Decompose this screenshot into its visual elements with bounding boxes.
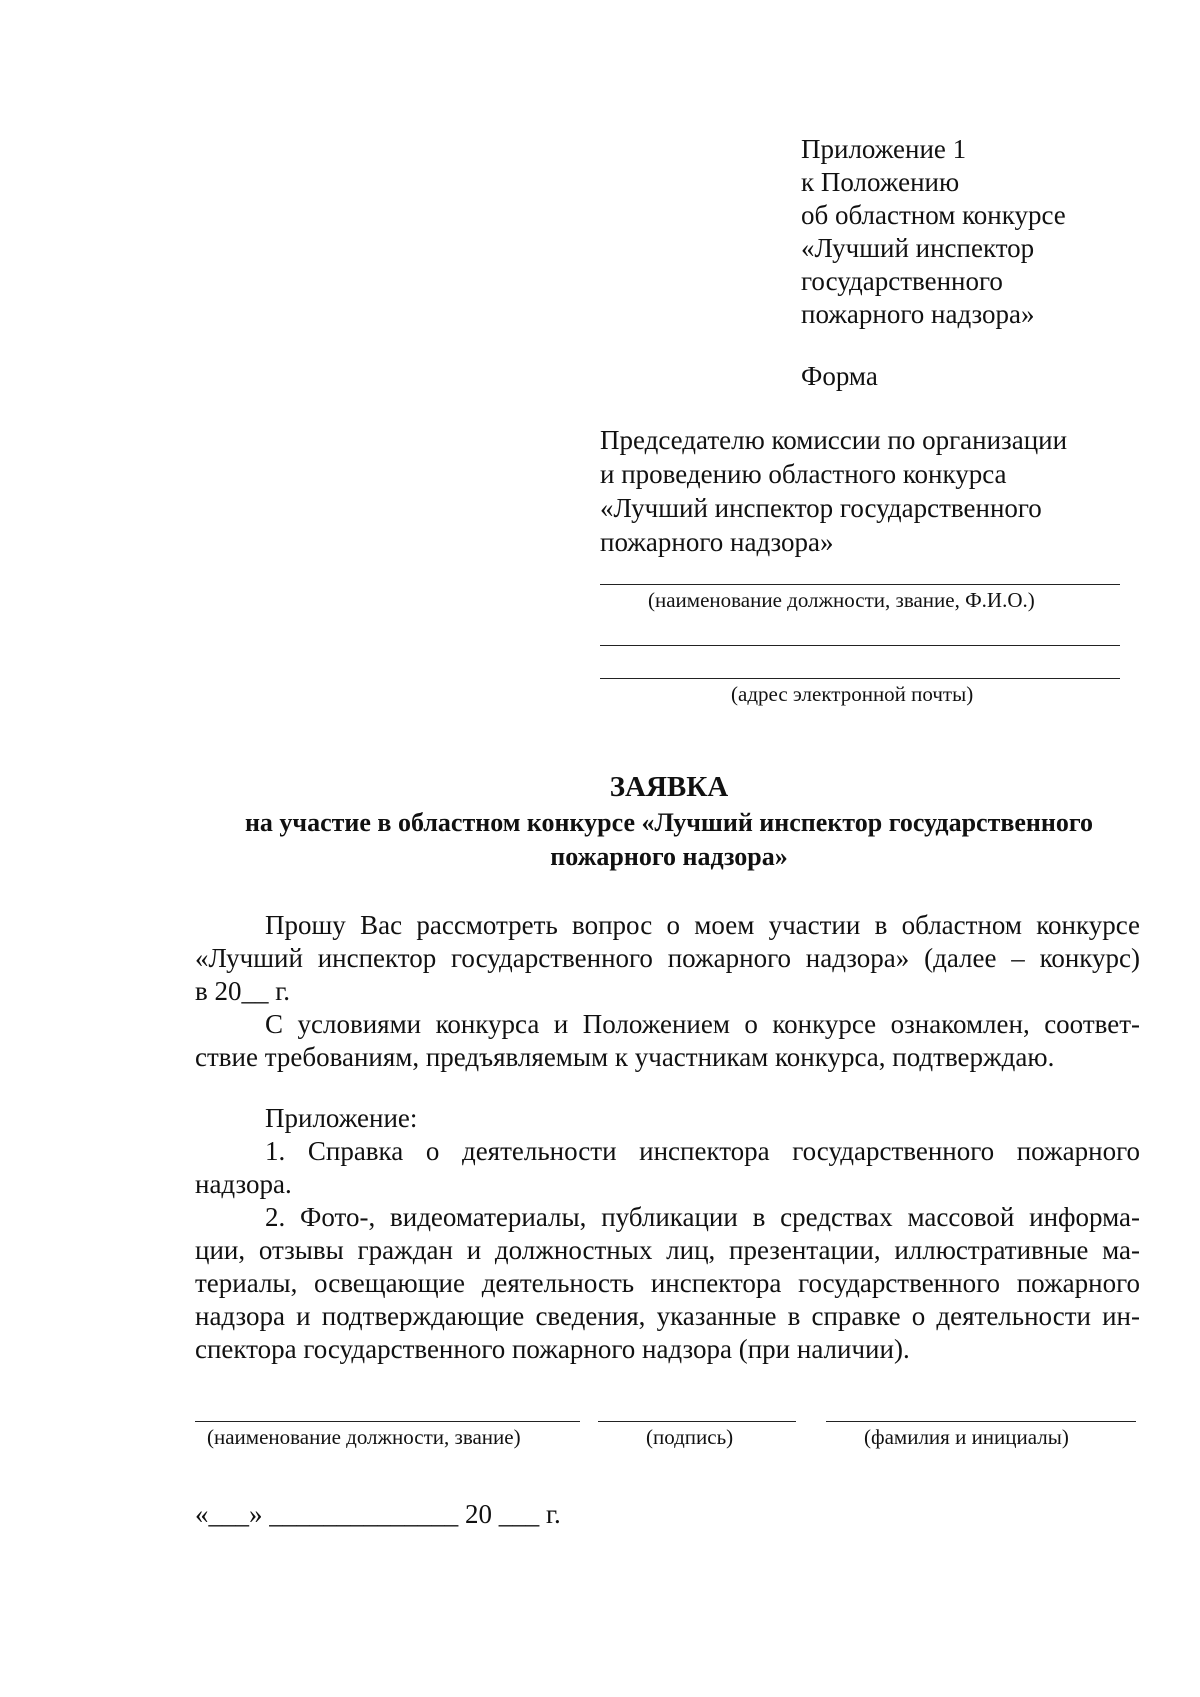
addressee-line: «Лучший инспектор государственного — [600, 493, 1042, 523]
form-label: Форма — [801, 361, 878, 391]
addressee-block — [600, 423, 1067, 559]
attachment-item: надзора и подтверждающие сведения, указанные в справке о деятельности ин- — [195, 1301, 1140, 1331]
caption-email: (адрес электронной почты) — [731, 682, 974, 706]
attachment-item: 2. Фото-, видеоматериалы, публикации в средствах массовой информа- — [265, 1202, 1140, 1232]
caption-signature: (подпись) — [646, 1425, 734, 1449]
document-title: ЗАЯВКА — [609, 771, 729, 803]
appendix-reference — [801, 133, 1066, 331]
attachment-item: териалы, освещающие деятельность инспектора государственного пожарного — [195, 1268, 1140, 1298]
attachment-item: спектора государственного пожарного надзора (при наличии). — [195, 1334, 910, 1364]
caption-position-rank-name: (наименование должности, звание, Ф.И.О.) — [648, 588, 1035, 612]
attachment-item: надзора. — [195, 1169, 292, 1199]
body-line: ствие требованиям, предъявляемым к участникам конкурса, подтверждаю. — [195, 1042, 1055, 1072]
caption-signer-position: (наименование должности, звание) — [207, 1425, 521, 1449]
appendix-line: «Лучший инспектор — [801, 233, 1035, 263]
blank-line-email — [600, 678, 1120, 679]
blank-line-position — [600, 584, 1120, 585]
date-line: «___» ______________ 20 ___ г. — [195, 1499, 561, 1529]
blank-line-signature — [598, 1421, 796, 1422]
appendix-line: к Положению — [801, 167, 960, 197]
addressee-line: Председателю комиссии по организации — [600, 425, 1068, 455]
attachment-item: 1. Справка о деятельности инспектора государственного пожарного — [265, 1136, 1140, 1166]
addressee-line: и проведению областного конкурса — [600, 459, 1007, 489]
addressee-line: пожарного надзора» — [600, 527, 834, 557]
appendix-line: об областном конкурсе — [801, 200, 1066, 230]
document-subtitle-line: на участие в областном конкурсе «Лучший инспектор государственного — [244, 808, 1094, 837]
appendix-line: государственного — [801, 266, 1003, 296]
body-line: Прошу Вас рассмотреть вопрос о моем участии в областном конкурсе — [265, 910, 1140, 940]
blank-line-extra — [600, 645, 1120, 646]
blank-line-signer-position — [195, 1421, 580, 1422]
appendix-line: пожарного надзора» — [801, 299, 1035, 329]
blank-line-signer-name — [826, 1421, 1136, 1422]
body-line: С условиями конкурса и Положением о конкурсе ознакомлен, соответ- — [265, 1009, 1140, 1039]
caption-signer-name: (фамилия и инициалы) — [864, 1425, 1069, 1449]
body-line: «Лучший инспектор государственного пожарного надзора» (далее – конкурс) — [195, 943, 1140, 973]
body-line: в 20__ г. — [195, 976, 291, 1006]
attachments-heading: Приложение: — [265, 1103, 418, 1133]
appendix-line: Приложение 1 — [801, 134, 967, 164]
attachment-item: ции, отзывы граждан и должностных лиц, презентации, иллюстративные ма- — [195, 1235, 1140, 1265]
document-subtitle-line: пожарного надзора» — [550, 842, 788, 871]
